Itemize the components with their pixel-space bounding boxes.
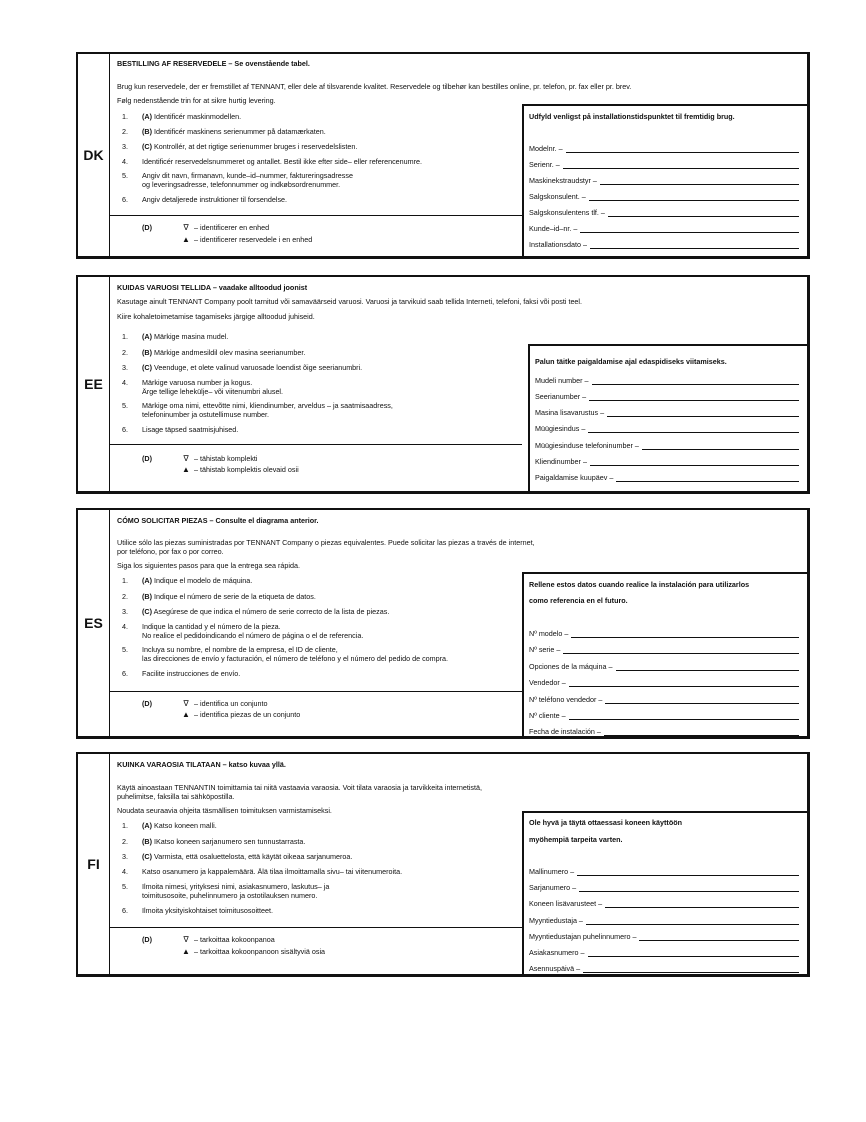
form-field-customer-id[interactable]: Asiakasnumero – — [529, 948, 799, 957]
form-heading-line2: myöhempiä tarpeita varten. — [529, 835, 623, 844]
step-number: 1. — [122, 112, 128, 121]
legend-assembly: ∇ – tähistab komplekti — [180, 454, 258, 463]
step-text: (A) Identificér maskinmodellen. — [142, 112, 242, 121]
intro-text: Brug kun reservedele, der er fremstillet af TENNANT, eller dele af tilsvarende kvalitet. Reservedele og tilbehør kan bestilles online, pr. telefon, pr. fax eller pr. brev. — [117, 82, 632, 91]
language-code: FI — [78, 754, 110, 974]
step-number: 6. — [122, 195, 128, 204]
step-text: (B) Identificér maskinens serienummer på datamærkaten. — [142, 127, 326, 136]
step-text: (B) Märkige andmesildil olev masina seerianumber. — [142, 348, 306, 357]
divider — [110, 444, 522, 445]
divider — [110, 927, 522, 928]
form-heading: Rellene estos datos cuando realice la instalación para utilizarlos — [529, 580, 750, 589]
blank-line[interactable] — [571, 631, 799, 638]
step-text: (C) Veenduge, et olete valinud varuosade loendist õige seerianumbri. — [142, 363, 363, 372]
form-field-sales-rep[interactable]: Vendedor – — [529, 678, 799, 687]
blank-line[interactable] — [569, 713, 799, 720]
section-content — [110, 754, 807, 974]
form-field-options[interactable]: Opciones de la máquina – — [529, 662, 799, 671]
intro-text: Utilice sólo las piezas suministradas por TENNANT Company o piezas equivalentes. Puede solicitar las piezas a través de internet, por teléfono, por fax o por correo. — [117, 538, 535, 556]
step-text: Angiv dit navn, firmanavn, kunde–id–nummer, faktureringsadresse og leveringsadresse, telefonnummer og indkøbsordrenummer. — [142, 171, 353, 189]
filled-triangle-icon: ▲ — [182, 235, 190, 244]
legend-label: (D) — [142, 454, 152, 463]
step-number: 5. — [122, 171, 128, 180]
step-number: 3. — [122, 142, 128, 151]
form-field-install-date[interactable]: Asennuspäivä – — [529, 964, 799, 973]
form-field-sales-phone[interactable]: Müügiesinduse telefoninumber – — [535, 441, 799, 450]
form-field-model[interactable]: Modelnr. – — [529, 144, 799, 153]
step-text: Indique la cantidad y el número de la pieza. No realice el pedidoindicando el número de página o el de referencia. — [142, 622, 364, 640]
form-heading-line2: como referencia en el futuro. — [529, 596, 628, 605]
intro-text: Käytä ainoastaan TENNANTIN toimittamia tai niitä vastaavia varaosia. Voit tilata varaosia ja tarvikkeita internetistä, puhelimitse, faksilla tai sähköpostilla. — [117, 783, 482, 801]
blank-line[interactable] — [642, 443, 799, 450]
step-number: 3. — [122, 607, 128, 616]
blank-line[interactable] — [590, 459, 799, 466]
form-field-install-date[interactable]: Paigaldamise kuupäev – — [535, 473, 799, 482]
blank-line[interactable] — [600, 178, 799, 185]
lead-text: Siga los siguientes pasos para que la entrega sea rápida. — [117, 561, 301, 570]
step-text: (B) IKatso koneen sarjanumero sen tunnustarrasta. — [142, 837, 306, 846]
legend-label: (D) — [142, 223, 152, 232]
step-number: 1. — [122, 576, 128, 585]
step-text: Märkige oma nimi, ettevõtte nimi, kliendinumber, arveldus – ja saatmisaadress, telefoninumber ja ostutellimuse number. — [142, 401, 393, 419]
step-number: 1. — [122, 332, 128, 341]
blank-line[interactable] — [604, 729, 799, 736]
step-number: 1. — [122, 821, 128, 830]
blank-line[interactable] — [616, 664, 799, 671]
form-field-options[interactable]: Masina lisavarustus – — [535, 408, 799, 417]
blank-line[interactable] — [588, 426, 799, 433]
form-field-serial[interactable]: Sarjanumero – — [529, 883, 799, 892]
step-number: 4. — [122, 378, 128, 387]
form-field-serial[interactable]: Seerianumber – — [535, 392, 799, 401]
section-ee — [76, 275, 810, 494]
legend-assembly: ∇ – identificerer en enhed — [180, 223, 269, 232]
divider — [110, 215, 522, 216]
step-text: Identificér reservedelsnummeret og antallet. Bestil ikke efter side– eller referencenumre. — [142, 157, 423, 166]
step-number: 4. — [122, 622, 128, 631]
blank-line[interactable] — [586, 918, 799, 925]
legend-label: (D) — [142, 699, 152, 708]
form-heading: Ole hyvä ja täytä ottaessasi koneen käyttöön — [529, 818, 682, 827]
blank-line[interactable] — [607, 410, 799, 417]
blank-line[interactable] — [580, 226, 799, 233]
blank-line[interactable] — [616, 475, 799, 482]
step-number: 6. — [122, 906, 128, 915]
form-field-customer-id[interactable]: Nº cliente – — [529, 711, 799, 720]
installation-form — [522, 811, 807, 974]
legend-parts: ▲ – tähistab komplektis olevaid osii — [180, 465, 299, 474]
blank-line[interactable] — [566, 146, 799, 153]
section-title: CÓMO SOLICITAR PIEZAS – Consulte el diagrama anterior. — [117, 516, 319, 525]
lead-text: Kiire kohaletoimetamise tagamiseks järgige alltoodud juhiseid. — [117, 312, 315, 321]
step-text: (C) Varmista, että osaluettelosta, että käytät oikeaa sarjanumeroa. — [142, 852, 353, 861]
step-number: 3. — [122, 852, 128, 861]
step-text: (C) Asegúrese de que indica el número de serie correcto de la lista de piezas. — [142, 607, 390, 616]
blank-line[interactable] — [605, 697, 799, 704]
blank-line[interactable] — [588, 950, 799, 957]
open-triangle-icon: ∇ — [183, 223, 189, 232]
form-field-install-date[interactable]: Installationsdato – — [529, 240, 799, 249]
form-field-customer-id[interactable]: Kunde–id–nr. – — [529, 224, 799, 233]
blank-line[interactable] — [639, 934, 799, 941]
blank-line[interactable] — [579, 885, 799, 892]
step-text: Katso osanumero ja kappalemäärä. Älä tilaa ilmoittamalla sivu– tai viitenumeroita. — [142, 867, 403, 876]
legend-parts: ▲ – identifica piezas de un conjunto — [180, 710, 300, 719]
section-title: BESTILLING AF RESERVEDELE – Se ovenstående tabel. — [117, 59, 310, 68]
open-triangle-icon: ∇ — [183, 699, 189, 708]
form-field-options[interactable]: Koneen lisävarusteet – — [529, 899, 799, 908]
step-text: (A) Indique el modelo de máquina. — [142, 576, 253, 585]
lead-text: Noudata seuraavia ohjeita täsmällisen toimituksen varmistamiseksi. — [117, 806, 332, 815]
intro-text: Kasutage ainult TENNANT Company poolt tarnitud või samaväärseid varuosi. Varuosi ja tarvikuid saab tellida Interneti, telefoni, faksi või posti teel. — [117, 297, 583, 306]
form-heading: Udfyld venligst på installationstidspunktet til fremtidig brug. — [529, 112, 735, 121]
step-text: (A) Katso koneen malli. — [142, 821, 217, 830]
step-number: 5. — [122, 882, 128, 891]
section-title: KUINKA VARAOSIA TILATAAN – katso kuvaa yllä. — [117, 760, 286, 769]
filled-triangle-icon: ▲ — [182, 710, 190, 719]
form-field-serial[interactable]: Nº serie – — [529, 645, 799, 654]
blank-line[interactable] — [608, 210, 799, 217]
language-code: EE — [78, 277, 110, 491]
step-number: 5. — [122, 401, 128, 410]
step-number: 2. — [122, 127, 128, 136]
legend-parts: ▲ – tarkoittaa kokoonpanoon sisältyviä osia — [180, 947, 325, 956]
step-number: 3. — [122, 363, 128, 372]
form-field-sales-rep[interactable]: Salgskonsulent. – — [529, 192, 799, 201]
legend-assembly: ∇ – tarkoittaa kokoonpanoa — [180, 935, 275, 944]
blank-line[interactable] — [569, 680, 799, 687]
step-text: Angiv detaljerede instruktioner til forsendelse. — [142, 195, 288, 204]
form-field-model[interactable]: Mallinumero – — [529, 867, 799, 876]
form-field-customer-id[interactable]: Kliendinumber – — [535, 457, 799, 466]
form-field-sales-rep[interactable]: Müügiesindus – — [535, 424, 799, 433]
step-text: (A) Märkige masina mudel. — [142, 332, 229, 341]
section-content — [110, 54, 807, 256]
language-code: DK — [78, 54, 110, 256]
section-fi — [76, 752, 810, 977]
section-content — [110, 510, 807, 736]
form-field-model[interactable]: Mudeli number – — [535, 376, 799, 385]
open-triangle-icon: ∇ — [183, 935, 189, 944]
blank-line[interactable] — [577, 869, 799, 876]
section-es — [76, 508, 810, 739]
step-number: 6. — [122, 425, 128, 434]
lead-text: Følg nedenstående trin for at sikre hurtig levering. — [117, 96, 276, 105]
section-title: KUIDAS VARUOSI TELLIDA – vaadake alltoodud joonist — [117, 283, 308, 292]
filled-triangle-icon: ▲ — [182, 465, 190, 474]
form-field-sales-phone[interactable]: Salgskonsulentens tlf. – — [529, 208, 799, 217]
section-content — [110, 277, 807, 491]
legend-label: (D) — [142, 935, 152, 944]
blank-line[interactable] — [589, 394, 799, 401]
form-heading: Palun täitke paigaldamise ajal edaspidiseks viitamiseks. — [535, 357, 727, 366]
legend-parts: ▲ – identificerer reservedele i en enhed — [180, 235, 312, 244]
form-field-install-date[interactable]: Fecha de instalación – — [529, 727, 799, 736]
divider — [110, 691, 522, 692]
legend-assembly: ∇ – identifica un conjunto — [180, 699, 268, 708]
step-text: Lisage täpsed saatmisjuhised. — [142, 425, 239, 434]
blank-line[interactable] — [589, 194, 799, 201]
step-text: (B) Indique el número de serie de la etiqueta de datos. — [142, 592, 316, 601]
installation-form — [522, 104, 807, 256]
blank-line[interactable] — [590, 242, 799, 249]
blank-line[interactable] — [563, 647, 799, 654]
step-text: (C) Kontrollér, at det rigtige serienummer bruges i reservedelslisten. — [142, 142, 358, 151]
filled-triangle-icon: ▲ — [182, 947, 190, 956]
form-field-sales-phone[interactable]: Nº teléfono vendedor – — [529, 695, 799, 704]
form-field-serial[interactable]: Serienr. – — [529, 160, 799, 169]
step-text: Märkige varuosa number ja kogus. Ärge tellige lehekülje– või viitenumbri alusel. — [142, 378, 284, 396]
step-number: 2. — [122, 837, 128, 846]
form-field-options[interactable]: Maskinekstraudstyr – — [529, 176, 799, 185]
step-number: 6. — [122, 669, 128, 678]
step-number: 2. — [122, 348, 128, 357]
step-number: 2. — [122, 592, 128, 601]
blank-line[interactable] — [583, 966, 799, 973]
step-text: Facilite instrucciones de envío. — [142, 669, 241, 678]
step-number: 4. — [122, 157, 128, 166]
form-field-sales-phone[interactable]: Myyntiedustajan puhelinnumero – — [529, 932, 799, 941]
open-triangle-icon: ∇ — [183, 454, 189, 463]
step-text: Ilmoita nimesi, yrityksesi nimi, asiakasnumero, laskutus– ja toimitusosoite, puhelinnumero ja ostotilauksen numero. — [142, 882, 330, 900]
blank-line[interactable] — [563, 162, 799, 169]
step-number: 5. — [122, 645, 128, 654]
step-number: 4. — [122, 867, 128, 876]
installation-form — [528, 344, 807, 491]
language-code: ES — [78, 510, 110, 736]
step-text: Ilmoita yksityiskohtaiset toimitusosoitteet. — [142, 906, 274, 915]
blank-line[interactable] — [592, 378, 799, 385]
form-field-sales-rep[interactable]: Myyntiedustaja – — [529, 916, 799, 925]
section-dk — [76, 52, 810, 259]
installation-form — [522, 572, 807, 736]
blank-line[interactable] — [605, 901, 799, 908]
step-text: Incluya su nombre, el nombre de la empresa, el ID de cliente, las direcciones de envío y facturación, el número de teléfono y el número del pedido de compra. — [142, 645, 449, 663]
form-field-model[interactable]: Nº modelo – — [529, 629, 799, 638]
